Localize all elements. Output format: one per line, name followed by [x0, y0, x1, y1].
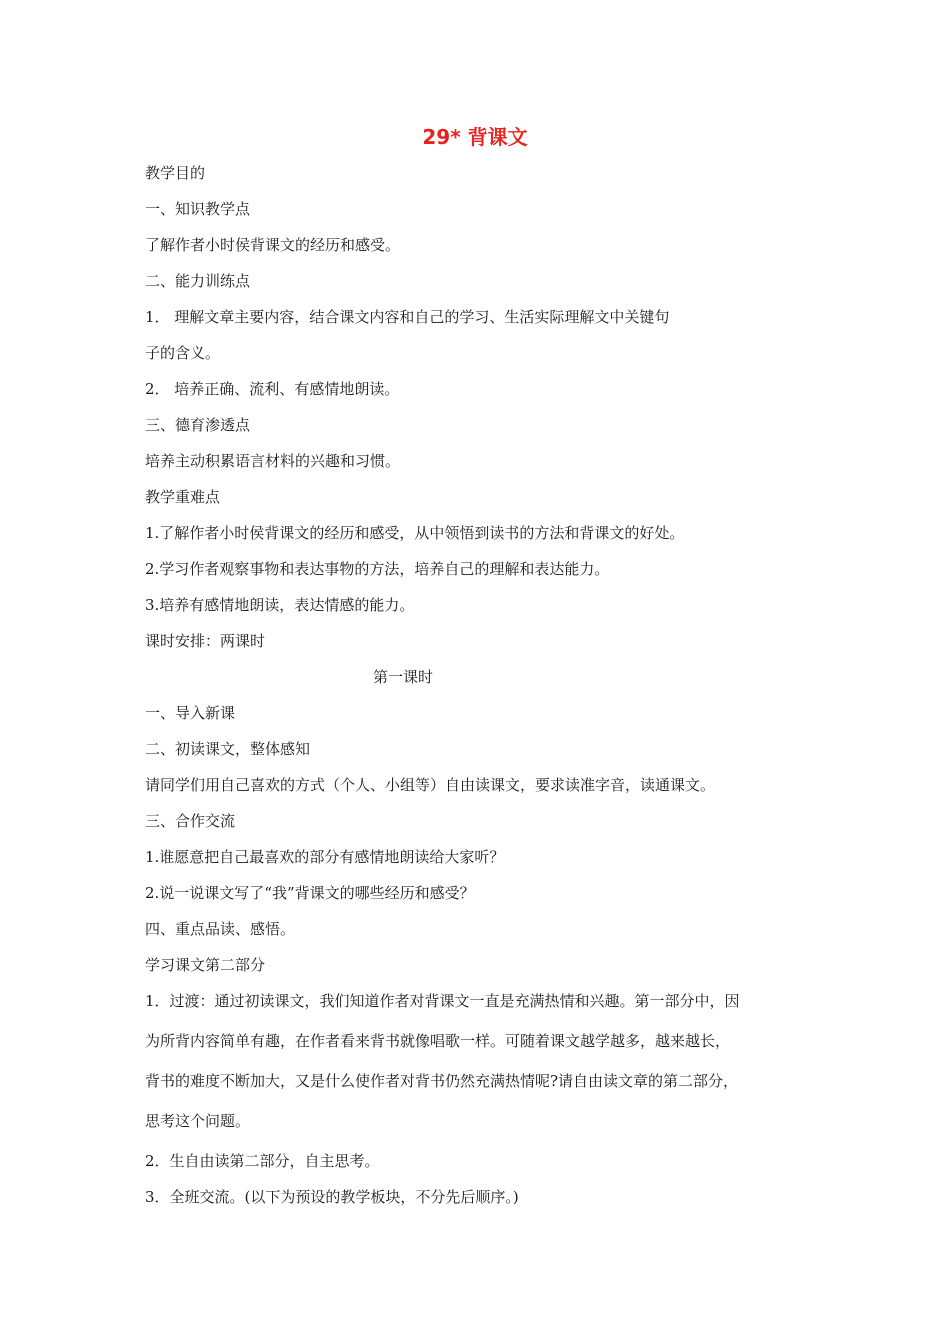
list-item-continued: 子的含义。: [145, 344, 221, 362]
schedule-note: 课时安排：两课时: [145, 632, 266, 650]
paragraph: 请同学们用自己喜欢的方式（个人、小组等）自由读课文，要求读准字音，读通课文。: [145, 776, 716, 794]
list-item: 1． 理解文章主要内容，结合课文内容和自己的学习、生活实际理解文中关键句: [145, 308, 670, 326]
heading-cooperation: 三、合作交流: [145, 812, 236, 830]
paragraph-line: 1．过渡：通过初读课文，我们知道作者对背课文一直是充满热情和兴趣。第一部分中，因: [145, 992, 740, 1010]
paragraph: 了解作者小时侯背课文的经历和感受。: [145, 236, 401, 254]
subheading-part-two: 学习课文第二部分: [145, 956, 266, 974]
list-item: 2．生自由读第二部分，自主思考。: [145, 1152, 380, 1170]
heading-moral-points: 三、德育渗透点: [145, 416, 251, 434]
document-title: 29* 背课文: [422, 125, 528, 149]
section-heading-first-lesson: 第一课时: [372, 668, 433, 686]
list-item: 2.学习作者观察事物和表达事物的方法，培养自己的理解和表达能力。: [145, 560, 610, 578]
paragraph-line: 背书的难度不断加大，又是什么使作者对背书仍然充满热情呢?请自由读文章的第二部分，: [145, 1072, 739, 1090]
paragraph-line: 为所背内容简单有趣，在作者看来背书就像唱歌一样。可随着课文越学越多，越来越长，: [145, 1032, 731, 1050]
list-item: 1.了解作者小时侯背课文的经历和感受，从中领悟到读书的方法和背课文的好处。: [145, 524, 685, 542]
heading-first-reading: 二、初读课文，整体感知: [145, 740, 311, 758]
list-item: 1.谁愿意把自己最喜欢的部分有感情地朗读给大家听？: [145, 848, 505, 866]
heading-knowledge-points: 一、知识教学点: [145, 200, 251, 218]
heading-key-reading: 四、重点品读、感悟。: [145, 920, 296, 938]
list-item: 3.培养有感情地朗读，表达情感的能力。: [145, 596, 415, 614]
heading-teaching-goals: 教学目的: [145, 164, 206, 182]
list-item: 3．全班交流。(以下为预设的教学板块，不分先后顺序。): [145, 1188, 519, 1206]
heading-key-difficulties: 教学重难点: [145, 488, 221, 506]
paragraph: 培养主动积累语言材料的兴趣和习惯。: [145, 452, 401, 470]
list-item: 2． 培养正确、流利、有感情地朗读。: [145, 380, 400, 398]
heading-intro: 一、导入新课: [145, 704, 236, 722]
heading-ability-points: 二、能力训练点: [145, 272, 251, 290]
paragraph-line: 思考这个问题。: [145, 1112, 251, 1130]
list-item: 2.说一说课文写了“我”背课文的哪些经历和感受？: [145, 884, 475, 902]
